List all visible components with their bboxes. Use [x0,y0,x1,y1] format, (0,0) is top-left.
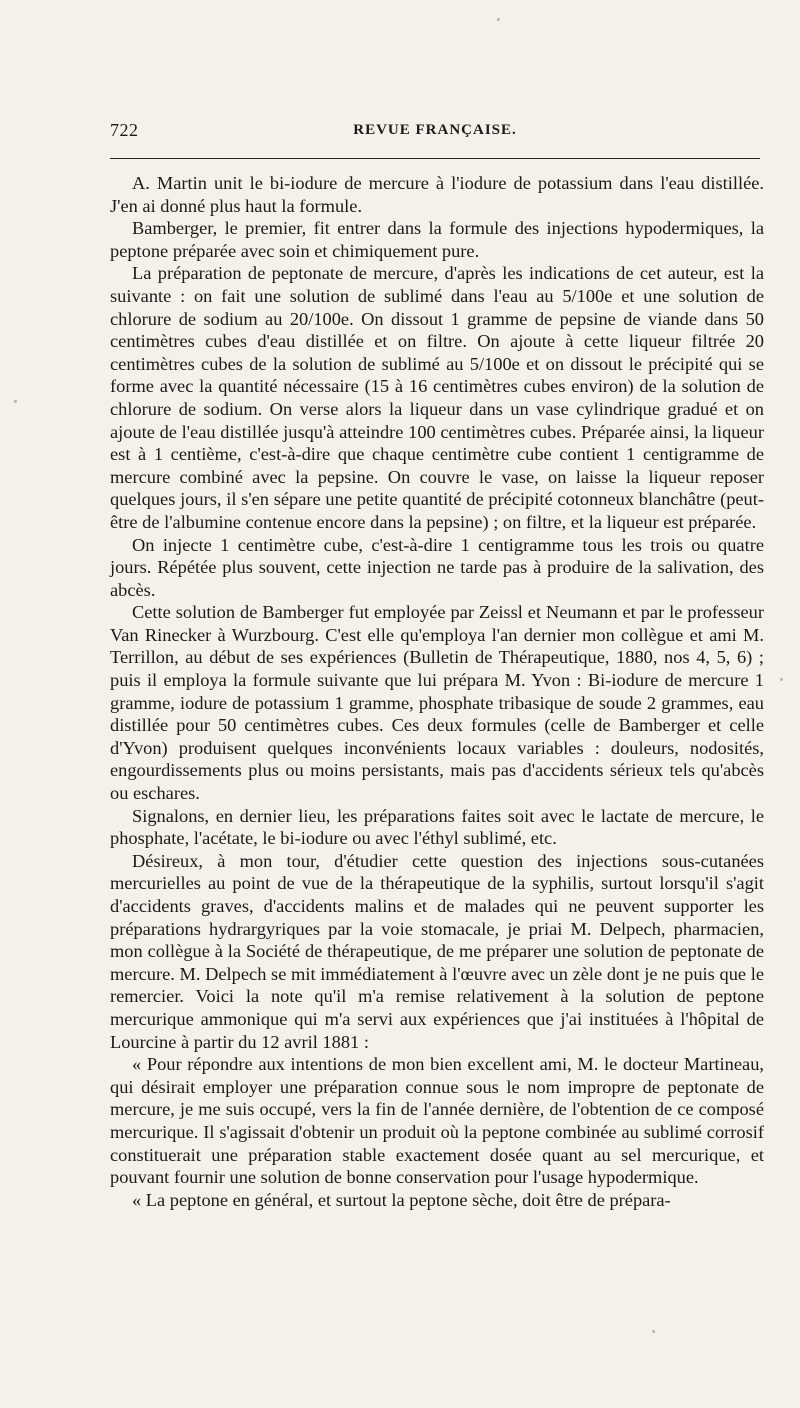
paper-speck [652,1330,655,1333]
paragraph-quote-start: « Pour répondre aux intentions de mon bien excellent ami, M. le docteur Martineau, qui désirait employer une préparation connue sous le nom impropre de peptonate de mercure, je me suis occupé, vers la fin de l'année dernière, de l'obtention de ce composé mercurique. Il s'agissait d'obtenir un produit où la peptone combinée au sublimé corrosif constituerait une préparation stable exactement dosée quant au sel mercurique, et pouvant fournir une solution de bonne conservation pour l'usage hypodermique. [110,1054,764,1188]
paragraph-preparation: La préparation de peptonate de mercure, d'après les indications de cet auteur, est la suivante : on fait une solution de sublimé dans l'eau au 5/100e et une solution de chlorure de sodium au 20/100e. On dissout 1 gramme de pepsine de viande dans 50 centimètres cubes d'eau distillée et on filtre. On ajoute à cette liqueur filtrée 20 centimètres cubes de la solution de sublimé au 5/100e et on dissout le précipité qui se forme avec la quantité nécessaire (15 à 16 centimètres cubes environ) de la solution de chlorure de sodium. On verse alors la liqueur dans un vase cylindrique gradué et on ajoute de l'eau distillée jusqu'à atteindre 100 centimètres cubes. Préparée ainsi, la liqueur est à 1 centième, c'est-à-dire que chaque centimètre cube contient 1 centigramme de mercure combiné avec la pepsine. On couvre le vase, on laisse la liqueur reposer quelques jours, il s'en sépare une petite quantité de précipité cotonneux blanchâtre (peut-être de l'albumine contenue encore dans la pepsine) ; on filtre, et la liqueur est préparée. [110,263,764,532]
header-rule [110,158,760,159]
page-number: 722 [110,120,139,140]
paragraph-delpech: Désireux, à mon tour, d'étudier cette question des injections sous-cutanées mercurielles au point de vue de la thérapeutique de la syphilis, surtout lorsqu'il s'agit d'accidents graves, d'accidents malins et de malades qui ne peuvent supporter les préparations hydrargyriques par la voie stomacale, je priai M. Delpech, pharmacien, mon collègue à la Société de thérapeutique, de me préparer une solution de peptonate de mercure. M. Delpech se mit immédiatement à l'œuvre avec un zèle dont je ne puis que le remercier. Voici la note qu'il m'a remise relativement à la solution de peptone mercurique ammonique qui m'a servi aux expériences que j'ai instituées à l'hôpital de Lourcine à partir du 12 avril 1881 : [110,850,764,1052]
paragraph-injection: On injecte 1 centimètre cube, c'est-à-dire 1 centigramme tous les trois ou quatre jours. Répétée plus souvent, cette injection ne tarde pas à produire de la salivation, des abcès. [110,534,764,600]
body-text [110,172,764,1211]
page-header [110,120,760,146]
paragraph-other-preparations: Signalons, en dernier lieu, les préparations faites soit avec le lactate de mercure, le phosphate, l'acétate, le bi-iodure ou avec l'éthyl sublimé, etc. [110,805,764,849]
paragraph-quote-continued: « La peptone en général, et surtout la peptone sèche, doit être de prépara- [132,1189,671,1210]
paragraph-martin: A. Martin unit le bi-iodure de mercure à l'iodure de potassium dans l'eau distillée. J'en ai donné plus haut la formule. [110,173,764,216]
paper-speck [14,400,17,403]
paper-speck [780,678,783,681]
paper-speck [497,18,500,21]
paragraph-solution-usage: Cette solution de Bamberger fut employée par Zeissl et Neumann et par le professeur Van Rinecker à Wurzbourg. C'est elle qu'employa l'an dernier mon collègue et ami M. Terrillon, au début de ses expériences (Bulletin de Thérapeutique, 1880, nos 4, 5, 6) ; puis il employa la formule suivante que lui prépara M. Yvon : Bi-iodure de mercure 1 gramme, iodure de potassium 1 gramme, phosphate tribasique de soude 2 grammes, eau distillée pour 50 centimètres cubes. Ces deux formules (celle de Bamberger et celle d'Yvon) produisent quelques inconvénients locaux variables : douleurs, nodosités, engourdissements plus ou moins persistants, mais pas d'accidents sérieux tels qu'abcès ou eschares. [110,602,764,804]
running-title: REVUE FRANÇAISE. [353,122,517,138]
paragraph-bamberger: Bamberger, le premier, fit entrer dans la formule des injections hypodermiques, la peptone préparée avec soin et chimiquement pure. [110,218,764,261]
